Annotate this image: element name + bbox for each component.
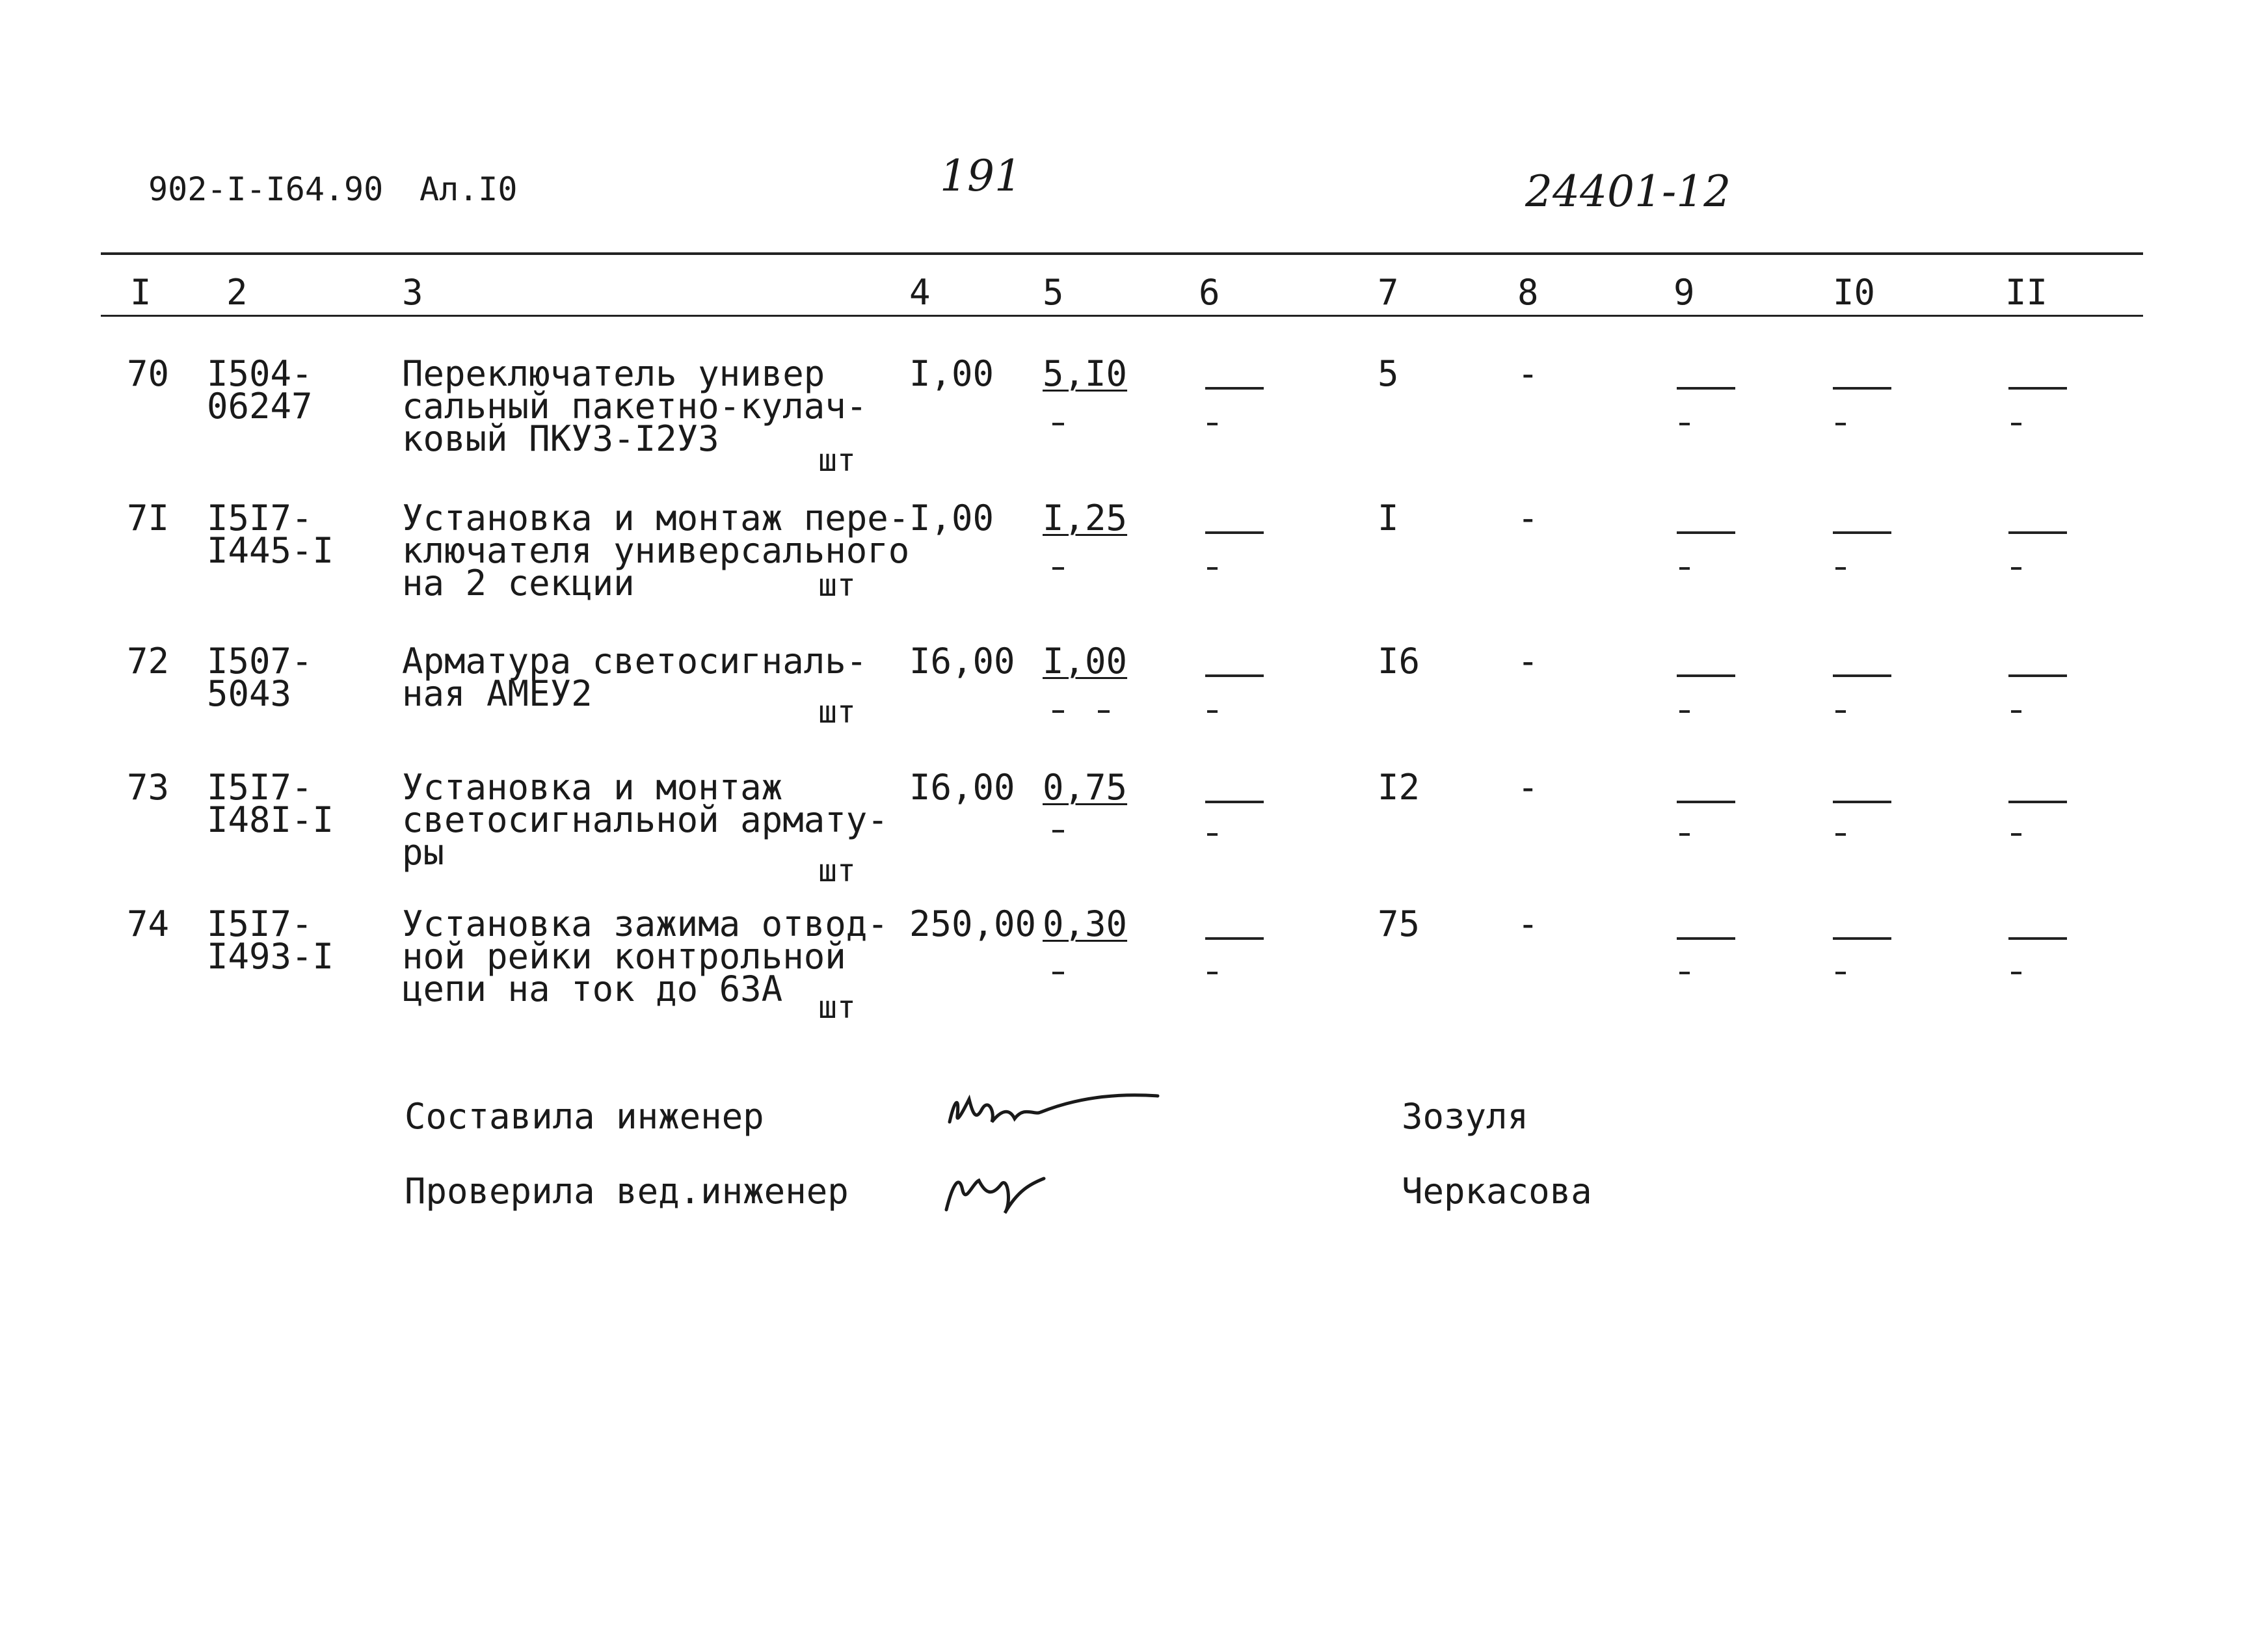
col7-value: 75 [1378, 903, 1420, 944]
item-code: I507- 5043 [207, 641, 313, 714]
signature-scribble [943, 1086, 1164, 1138]
dash-mark [1052, 423, 1064, 425]
dash-mark [1679, 423, 1690, 425]
col7-value: I6 [1378, 641, 1420, 682]
register-number: 24401-12 [1525, 167, 1731, 217]
unit-label: шт [818, 989, 856, 1026]
unit-label: шт [818, 694, 856, 730]
col7-value: I [1378, 498, 1399, 539]
table-row [0, 641, 2266, 788]
dash-mark [1207, 423, 1218, 425]
dash-mark [1833, 531, 1891, 534]
column-number: 7 [1378, 272, 1399, 313]
checked-by-name: Черкасова [1402, 1171, 1592, 1212]
dash-mark [1205, 937, 1264, 940]
col8-value: - [1517, 903, 1539, 944]
quantity-value: 250,00 [909, 903, 1037, 944]
document-code: 902-I-I64.90 [148, 170, 384, 208]
item-code: I5I7- I48I-I [207, 767, 334, 840]
dash-mark [2011, 423, 2021, 425]
dash-mark [1052, 972, 1064, 974]
dash-mark [1833, 387, 1891, 390]
dash-mark [1205, 801, 1264, 803]
item-description: Переключатель универ сальный пакетно-кулач- ковый ПКУЗ-I2УЗ [402, 353, 868, 459]
dash-mark [1677, 531, 1735, 534]
column-number: 8 [1517, 272, 1539, 313]
column-number: 3 [402, 272, 423, 313]
compiled-by-name: Зозуля [1402, 1096, 1529, 1137]
item-description: Установка и монтаж пере- ключателя универсального на 2 секции [402, 498, 910, 604]
column-number: II [2005, 272, 2048, 313]
dash-mark [2008, 531, 2067, 534]
item-description: Арматура светосигналь- ная АМЕУ2 [402, 641, 868, 714]
quantity-value: I,00 [909, 353, 994, 394]
dash-mark [1207, 710, 1218, 713]
dash-mark [1679, 833, 1690, 836]
dash-mark [1679, 972, 1690, 974]
item-description: Установка и монтаж светосигнальной армату- ры [402, 767, 888, 873]
dash-mark [1052, 710, 1064, 713]
dash-mark [1677, 674, 1735, 677]
checked-by-role: Проверила вед.инженер [405, 1171, 849, 1212]
quantity-value: I,00 [909, 498, 994, 539]
row-number: 74 [127, 903, 170, 944]
dash-mark [1052, 830, 1064, 833]
item-code: I5I7- I493-I [207, 903, 334, 977]
quantity-value: I6,00 [909, 767, 1015, 808]
col7-value: I2 [1378, 767, 1420, 808]
dash-mark [2008, 937, 2067, 940]
signature-scribble [940, 1164, 1057, 1216]
dash-mark [2011, 833, 2021, 836]
dash-mark [1835, 710, 1846, 713]
item-code: I5I7- I445-I [207, 498, 334, 571]
unit-rate-value: I,00 [1043, 641, 1128, 682]
quantity-value: I6,00 [909, 641, 1015, 682]
unit-label: шт [818, 853, 856, 889]
compiled-by-role: Составила инженер [405, 1096, 764, 1137]
column-number: I [130, 272, 152, 313]
table-row [0, 767, 2266, 914]
table-row [0, 498, 2266, 645]
dash-mark [1835, 423, 1846, 425]
dash-mark [1098, 710, 1110, 713]
table-header-rule [101, 315, 2143, 317]
unit-rate-value: 0,30 [1043, 903, 1128, 944]
row-number: 72 [127, 641, 170, 682]
dash-mark [1835, 972, 1846, 974]
dash-mark [1207, 833, 1218, 836]
unit-label: шт [818, 567, 856, 604]
dash-mark [2011, 567, 2021, 570]
dash-mark [2008, 801, 2067, 803]
dash-mark [1677, 801, 1735, 803]
dash-mark [2008, 387, 2067, 390]
dash-mark [1677, 387, 1735, 390]
item-code: I504- 06247 [207, 353, 313, 427]
dash-mark [1833, 674, 1891, 677]
dash-mark [1835, 833, 1846, 836]
dash-mark [1833, 801, 1891, 803]
col8-value: - [1517, 641, 1539, 682]
col7-value: 5 [1378, 353, 1399, 394]
table-row [0, 903, 2266, 1051]
table-top-rule [101, 252, 2143, 255]
row-number: 7I [127, 498, 170, 539]
column-number: I0 [1833, 272, 1876, 313]
col8-value: - [1517, 353, 1539, 394]
dash-mark [2008, 674, 2067, 677]
column-number: 4 [909, 272, 931, 313]
column-number: 2 [226, 272, 248, 313]
dash-mark [1207, 567, 1218, 570]
unit-rate-value: I,25 [1043, 498, 1128, 539]
table-row [0, 353, 2266, 501]
dash-mark [1679, 567, 1690, 570]
dash-mark [1205, 387, 1264, 390]
row-number: 70 [127, 353, 170, 394]
dash-mark [1052, 567, 1064, 570]
column-number: 9 [1673, 272, 1695, 313]
dash-mark [2011, 972, 2021, 974]
unit-rate-value: 0,75 [1043, 767, 1128, 808]
unit-label: шт [818, 442, 856, 479]
page-number: 191 [940, 151, 1022, 201]
dash-mark [1833, 937, 1891, 940]
dash-mark [1205, 674, 1264, 677]
col8-value: - [1517, 498, 1539, 539]
col8-value: - [1517, 767, 1539, 808]
row-number: 73 [127, 767, 170, 808]
sheet-label: Ал.I0 [420, 170, 518, 208]
unit-rate-value: 5,I0 [1043, 353, 1128, 394]
dash-mark [1835, 567, 1846, 570]
item-description: Установка зажима отвод- ной рейки контрольной цепи на ток до 63А [402, 903, 888, 1009]
dash-mark [1207, 972, 1218, 974]
dash-mark [2011, 710, 2021, 713]
dash-mark [1205, 531, 1264, 534]
column-number: 6 [1199, 272, 1220, 313]
column-number: 5 [1043, 272, 1064, 313]
dash-mark [1679, 710, 1690, 713]
dash-mark [1677, 937, 1735, 940]
